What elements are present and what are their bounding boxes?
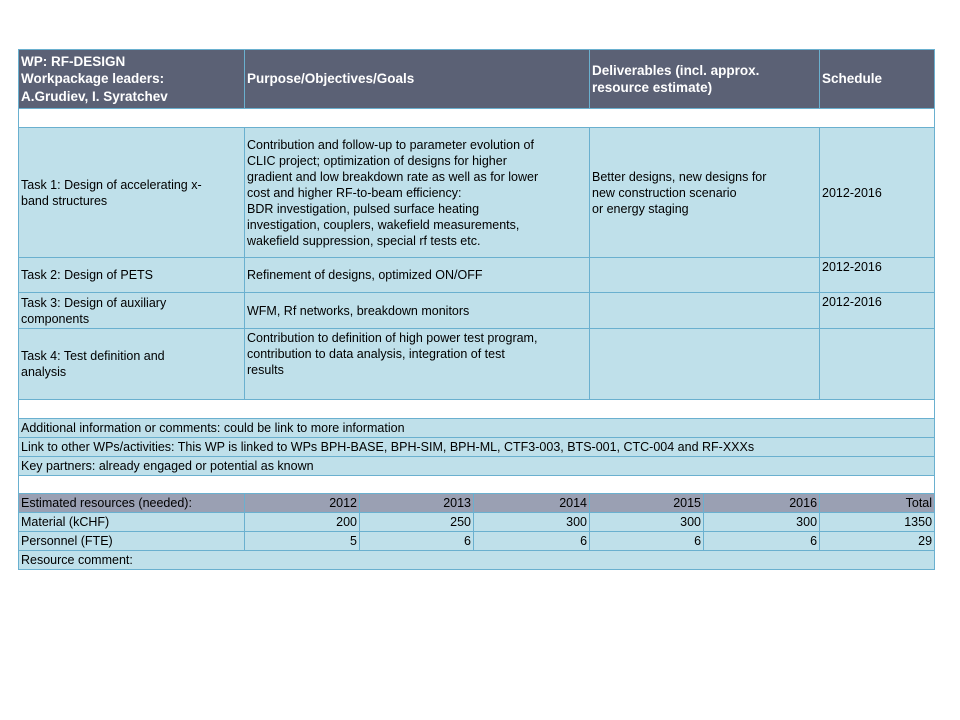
task-purpose: Contribution and follow-up to parameter evolution of CLIC project; optimization of designs for higher gradient and low breakdown rate as well as for lower cost and higher RF-to-beam efficiency: BDR investigation, pulsed surface heating investigation, couplers, wakefield measurements, wakefield suppression, special rf tests etc.	[245, 128, 590, 258]
task-schedule	[820, 329, 935, 400]
task-row	[19, 128, 935, 258]
resource-value: 6	[704, 532, 820, 551]
wp-leaders-label: Workpackage leaders:	[21, 71, 165, 87]
key-partners: Key partners: already engaged or potential as known	[19, 457, 935, 476]
task-name: Task 3: Design of auxiliary components	[19, 293, 245, 329]
resource-row	[19, 532, 935, 551]
resource-label: Personnel (FTE)	[19, 532, 245, 551]
total-header: Total	[820, 494, 935, 513]
purpose-header: Purpose/Objectives/Goals	[245, 50, 590, 109]
resource-value: 200	[245, 513, 360, 532]
year-2013: 2013	[360, 494, 474, 513]
task-deliverables	[590, 329, 820, 400]
task-schedule: 2012-2016	[820, 258, 935, 293]
workpackage-table	[18, 49, 935, 570]
wp-header-cell	[19, 50, 245, 109]
wp-title: WP: RF-DESIGN	[21, 54, 126, 70]
task-purpose: Contribution to definition of high power test program, contribution to data analysis, integration of test results	[245, 329, 590, 400]
resource-total: 1350	[820, 513, 935, 532]
resources-header-row	[19, 494, 935, 513]
resource-row	[19, 513, 935, 532]
info-row	[19, 438, 935, 457]
task-name: Task 4: Test definition and analysis	[19, 329, 245, 400]
year-2014: 2014	[474, 494, 590, 513]
wp-leaders-names: A.Grudiev, I. Syratchev	[21, 88, 168, 104]
task-row	[19, 329, 935, 400]
table-header-row	[19, 50, 935, 109]
resource-value: 300	[590, 513, 704, 532]
task-row	[19, 258, 935, 293]
task-name: Task 1: Design of accelerating x- band structures	[19, 128, 245, 258]
spacer-row	[19, 476, 935, 494]
deliverables-header: Deliverables (incl. approx. resource estimate)	[590, 50, 820, 109]
schedule-header: Schedule	[820, 50, 935, 109]
task-deliverables	[590, 293, 820, 329]
spacer-row	[19, 109, 935, 128]
task-purpose: Refinement of designs, optimized ON/OFF	[245, 258, 590, 293]
resource-value: 6	[360, 532, 474, 551]
resource-label: Material (kCHF)	[19, 513, 245, 532]
task-name: Task 2: Design of PETS	[19, 258, 245, 293]
resource-comment: Resource comment:	[19, 551, 935, 570]
task-deliverables: Better designs, new designs for new construction scenario or energy staging	[590, 128, 820, 258]
resource-value: 300	[704, 513, 820, 532]
task-schedule: 2012-2016	[820, 128, 935, 258]
additional-info: Additional information or comments: could be link to more information	[19, 419, 935, 438]
resource-value: 5	[245, 532, 360, 551]
task-row	[19, 293, 935, 329]
resource-total: 29	[820, 532, 935, 551]
task-purpose: WFM, Rf networks, breakdown monitors	[245, 293, 590, 329]
resource-comment-row	[19, 551, 935, 570]
year-2012: 2012	[245, 494, 360, 513]
info-row	[19, 419, 935, 438]
linked-wps: Link to other WPs/activities: This WP is linked to WPs BPH-BASE, BPH-SIM, BPH-ML, CTF3-003, BTS-001, CTC-004 and RF-XXXs	[19, 438, 935, 457]
spacer-row	[19, 400, 935, 419]
resource-value: 6	[590, 532, 704, 551]
resource-value: 250	[360, 513, 474, 532]
task-deliverables	[590, 258, 820, 293]
task-schedule: 2012-2016	[820, 293, 935, 329]
year-2016: 2016	[704, 494, 820, 513]
info-row	[19, 457, 935, 476]
resource-value: 6	[474, 532, 590, 551]
year-2015: 2015	[590, 494, 704, 513]
resource-value: 300	[474, 513, 590, 532]
resources-label: Estimated resources (needed):	[19, 494, 245, 513]
